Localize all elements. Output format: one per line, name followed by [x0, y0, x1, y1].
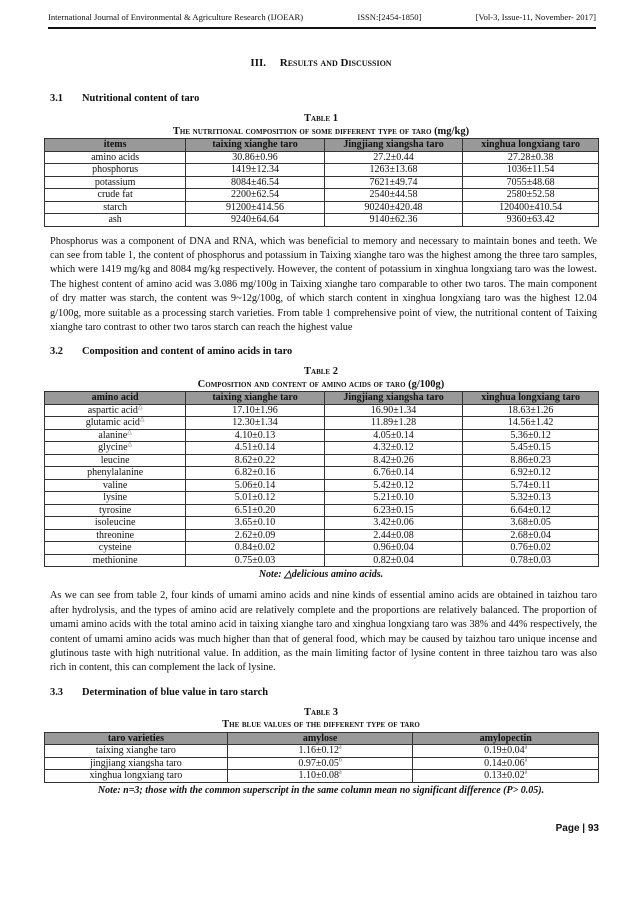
- table-cell: [186, 164, 325, 177]
- cell-value: 2.68±0.04: [510, 529, 551, 541]
- cell-value: alanine: [98, 429, 128, 441]
- table-row: [45, 164, 599, 177]
- cell-value: starch: [103, 201, 128, 213]
- table-row: [45, 479, 599, 492]
- table-cell: [324, 429, 463, 442]
- subsection-number: 3.2: [50, 346, 63, 358]
- cell-value: 1.16±0.12: [298, 745, 340, 757]
- table-cell: [45, 467, 186, 480]
- table-cell: [463, 467, 599, 480]
- significance-superscript: a: [339, 769, 342, 776]
- table-row: [45, 189, 599, 202]
- cell-value: lysine: [103, 492, 128, 504]
- cell-value: 0.75±0.03: [234, 554, 276, 566]
- table-cell: [45, 442, 186, 455]
- cell-value: isoleucine: [94, 517, 136, 529]
- cell-value: 5.01±0.12: [234, 492, 276, 504]
- table-cell: [186, 404, 325, 417]
- significance-superscript: a: [524, 769, 528, 776]
- cell-value: 8.42±0.26: [373, 454, 414, 466]
- cell-value: 17.10±1.96: [232, 404, 278, 416]
- table-cell: [463, 429, 599, 442]
- table-cell: taixing xianghe taro: [45, 745, 228, 758]
- table-cell: [227, 745, 413, 758]
- table3-note: Note: n=3; those with the common superscript in the same column mean no significant difference (P> 0.05).: [97, 784, 545, 796]
- table-cell: [45, 214, 186, 227]
- cell-value: 2540±44.58: [369, 189, 418, 200]
- cell-value: crude fat: [97, 189, 133, 200]
- table-cell: [324, 529, 463, 542]
- cell-value: ash: [108, 214, 122, 225]
- column-header: taixing xianghe taro: [186, 392, 325, 405]
- table-cell: [463, 164, 599, 177]
- volume-issue: [Vol-3, Issue-11, November- 2017]: [475, 12, 596, 22]
- subsection-title: Determination of blue value in taro starch: [82, 686, 269, 698]
- cell-value: 0.13±0.02: [484, 770, 525, 782]
- cell-value: 6.76±0.14: [373, 467, 414, 479]
- cell-value: 0.97±0.05: [298, 757, 339, 769]
- section-title: Results and Discussion: [279, 57, 392, 69]
- table-cell: [463, 454, 599, 467]
- table-row: [45, 757, 599, 770]
- cell-value: 5.36±0.12: [510, 429, 551, 441]
- table-unit: (g/100g): [408, 378, 445, 390]
- cell-value: 7621±49.74: [369, 176, 418, 188]
- significance-superscript: a: [524, 757, 528, 764]
- delicious-mark-icon: △: [137, 404, 143, 411]
- table-cell: [324, 479, 463, 492]
- cell-value: glycine: [98, 442, 128, 454]
- table2-note: Note: △delicious amino acids.: [258, 569, 384, 581]
- cell-value: 8.62±0.22: [234, 454, 276, 466]
- table-cell: [45, 492, 186, 505]
- table-row: [45, 214, 599, 227]
- table-row: [45, 504, 599, 517]
- cell-value: leucine: [100, 454, 130, 466]
- cell-value: 9240±64.64: [231, 214, 280, 225]
- cell-value: valine: [102, 479, 128, 491]
- section-number: III.: [250, 57, 267, 69]
- significance-superscript: a: [339, 744, 342, 751]
- table-cell: [324, 151, 463, 164]
- column-header: Jingjiang xiangsha taro: [324, 139, 463, 152]
- cell-value: 27.2±0.44: [373, 151, 414, 163]
- table-cell: [186, 492, 325, 505]
- table1-caption: [44, 113, 598, 138]
- column-header: amylose: [227, 732, 413, 745]
- table-cell: [463, 529, 599, 542]
- table-cell: [463, 442, 599, 455]
- table-title: Composition and content of amino acids of taro: [197, 378, 406, 390]
- cell-value: 3.68±0.05: [510, 517, 551, 529]
- running-header: [48, 12, 596, 29]
- cell-value: 4.32±0.12: [373, 442, 414, 454]
- cell-value: 12.30±1.34: [232, 417, 278, 429]
- subsection-title: Nutritional content of taro: [82, 93, 200, 104]
- column-header: taixing xianghe taro: [186, 139, 325, 152]
- table-cell: [463, 404, 599, 417]
- table-row: [45, 429, 599, 442]
- column-header: Jingjiang xiangsha taro: [324, 392, 463, 405]
- table-cell: [463, 517, 599, 530]
- cell-value: 6.82±0.16: [234, 467, 276, 479]
- subsection-title: Composition and content of amino acids in taro: [82, 346, 293, 358]
- page-number: Page | 93: [555, 822, 599, 834]
- table-row: [45, 492, 599, 505]
- table-cell: [45, 529, 186, 542]
- table-cell: [324, 176, 463, 189]
- column-header: xinghua longxiang taro: [463, 139, 599, 152]
- cell-value: 0.78±0.03: [510, 554, 551, 566]
- table-cell: [186, 214, 325, 227]
- significance-superscript: b: [338, 757, 342, 764]
- cell-value: 6.92±0.12: [510, 467, 551, 479]
- cell-value: 30.86±0.96: [232, 151, 278, 163]
- table-row: [45, 454, 599, 467]
- table-cell: [324, 517, 463, 530]
- table-cell: [45, 517, 186, 530]
- cell-value: 2580±52.58: [506, 189, 555, 200]
- table-cell: [186, 201, 325, 214]
- table-cell: [45, 189, 186, 202]
- table-cell: [186, 542, 325, 555]
- table-cell: [186, 417, 325, 430]
- table-label: Table 2: [304, 366, 338, 378]
- table-cell: [324, 467, 463, 480]
- table-cell: [463, 417, 599, 430]
- table-cell: [324, 454, 463, 467]
- delicious-mark-icon: △: [127, 429, 132, 436]
- table-cell: [463, 189, 599, 202]
- cell-value: 16.90±1.34: [370, 404, 417, 416]
- cell-value: 9360±63.42: [506, 214, 555, 225]
- section-heading: [44, 57, 598, 70]
- table-cell: [463, 214, 599, 227]
- cell-value: 3.65±0.10: [234, 517, 276, 529]
- table-header-row: [45, 139, 599, 152]
- table-row: [45, 417, 599, 430]
- cell-value: cysteine: [98, 542, 132, 554]
- table-cell: [463, 554, 599, 567]
- table-cell: [186, 429, 325, 442]
- table-row: [45, 151, 599, 164]
- cell-value: tyrosine: [99, 504, 132, 516]
- cell-value: 2200±62.54: [231, 189, 280, 200]
- cell-value: phosphorus: [92, 164, 139, 175]
- table-cell: [186, 151, 325, 164]
- table-cell: [413, 745, 599, 758]
- table-cell: [463, 176, 599, 189]
- table-cell: [413, 757, 599, 770]
- column-header: xinghua longxiang taro: [463, 392, 599, 405]
- cell-value: 0.84±0.02: [234, 542, 276, 554]
- cell-value: 2.62±0.09: [234, 529, 276, 541]
- table-cell: [45, 554, 186, 567]
- cell-value: 120400±410.54: [499, 201, 563, 213]
- cell-value: 5.42±0.12: [373, 479, 414, 491]
- table-cell: [45, 542, 186, 555]
- table-cell: [45, 176, 186, 189]
- table-cell: [227, 770, 413, 783]
- cell-value: 27.28±0.38: [507, 151, 554, 163]
- table-cell: [186, 454, 325, 467]
- cell-value: aspartic acid: [87, 404, 138, 416]
- cell-value: 4.05±0.14: [373, 429, 414, 441]
- cell-value: methionine: [92, 554, 138, 566]
- delicious-mark-icon: △: [139, 417, 145, 424]
- table-cell: xinghua longxiang taro: [45, 770, 228, 783]
- cell-value: potassium: [94, 176, 136, 188]
- cell-value: phenylalanine: [87, 467, 144, 479]
- table-row: [45, 404, 599, 417]
- table-cell: [45, 201, 186, 214]
- column-header: items: [45, 139, 186, 152]
- issn: ISSN:[2454-1850]: [357, 12, 422, 22]
- cell-value: amino acids: [91, 151, 140, 163]
- cell-value: 14.56±1.42: [507, 417, 554, 429]
- cell-value: 7055±48.68: [506, 176, 555, 188]
- subsection-3-1: [50, 92, 598, 105]
- cell-value: 5.21±0.10: [373, 492, 414, 504]
- subsection-number: 3.3: [50, 686, 63, 698]
- table-title: The blue values of the different type of taro: [222, 719, 420, 731]
- subsection-3-2: [50, 345, 598, 358]
- table-cell: [324, 554, 463, 567]
- cell-value: 8.86±0.23: [510, 454, 551, 466]
- cell-value: 0.96±0.04: [373, 542, 414, 554]
- cell-value: 0.14±0.06: [484, 757, 525, 769]
- table-row: [45, 201, 599, 214]
- subsection-number: 3.1: [50, 93, 63, 104]
- cell-value: 0.19±0.04: [484, 745, 525, 757]
- delicious-mark-icon: △: [127, 442, 133, 449]
- table-row: [45, 554, 599, 567]
- paragraph-1: Phosphorus was a component of DNA and RNA, which was beneficial to memory and necessary to maintain bones and teeth. We can see from table 1, the content of phosphorus and potassium in Taixing xianghe taro was the highest among the three taro samples, which were 1419 mg/kg and 8084 mg/kg respectively. However, the content of potassium in xinghua longxiang taro was the lowest. The highest content of amino acid was 3.086 mg/100g in Taixing xianghe taro comparable to other two taros. The main component of dry matter was starch, the content was 9~12g/100g, of which starch content in xinghua longxiang taro was the highest 12.04 g/100g, more suitable as a processing starch varieties. From table 1 comprehensive point of view, the nutritional content of Taixing xianghe taro contrast to other two taros starch can reach the highest value: [50, 235, 597, 333]
- cell-value: 5.45±0.15: [510, 442, 551, 454]
- table-cell: [186, 504, 325, 517]
- cell-value: 1036±11.54: [506, 164, 555, 175]
- table-cell: [463, 479, 599, 492]
- table-cell: [186, 467, 325, 480]
- cell-value: 1263±13.68: [369, 164, 418, 175]
- cell-value: 5.32±0.13: [510, 492, 551, 504]
- table-label: Table 3: [304, 706, 338, 718]
- table-row: [45, 745, 599, 758]
- table-row: [45, 770, 599, 783]
- table-header-row: [45, 732, 599, 745]
- table-cell: [324, 189, 463, 202]
- cell-value: 4.51±0.14: [234, 442, 276, 454]
- cell-value: 6.64±0.12: [510, 504, 551, 516]
- table-cell: [186, 554, 325, 567]
- cell-value: 4.10±0.13: [234, 429, 276, 441]
- cell-value: 5.06±0.14: [234, 479, 276, 491]
- table-cell: [324, 404, 463, 417]
- table-cell: [45, 429, 186, 442]
- cell-value: 8084±46.54: [231, 176, 280, 188]
- table-cell: [324, 542, 463, 555]
- table-cell: jingjiang xiangsha taro: [45, 757, 228, 770]
- cell-value: 9140±62.36: [369, 214, 418, 225]
- column-header: taro varieties: [45, 732, 228, 745]
- table-cell: [186, 176, 325, 189]
- cell-value: 91200±414.56: [226, 201, 285, 213]
- table-cell: [463, 542, 599, 555]
- table-cell: [45, 504, 186, 517]
- table-title: The nutritional composition of some different type of taro: [172, 125, 432, 137]
- paragraph-2: As we can see from table 2, four kinds of umami amino acids and nine kinds of essential amino acids are obtained in taizhou taro after hydrolysis, and the types of amino acid are relatively complete and the proportions are relatively balanced. The proportion of umami amino acids with the total amino acid in taixing xianghe taro and xinghua longxiang taro was 38% and 44% respectively, the content of umami amino acids was much higher than that of general food, which may be caused by taizhou taro unique incense and glutinous taste with high nutritional value. In addition, as the main limiting factor of lysine content in three taizhou taro was also rich in content, this can complement the lack of lysine.: [50, 590, 597, 674]
- table-cell: [463, 151, 599, 164]
- table-row: [45, 517, 599, 530]
- table-cell: [324, 417, 463, 430]
- table-cell: [45, 454, 186, 467]
- column-header: amino acid: [45, 392, 186, 405]
- table-row: [45, 442, 599, 455]
- cell-value: 5.74±0.11: [510, 479, 551, 491]
- table-cell: [186, 442, 325, 455]
- cell-value: glutamic acid: [85, 417, 140, 429]
- table-cell: [463, 492, 599, 505]
- table2-caption: [44, 366, 598, 391]
- table-cell: [45, 151, 186, 164]
- table-cell: [45, 164, 186, 177]
- cell-value: 18.63±1.26: [507, 404, 554, 416]
- table-cell: [324, 164, 463, 177]
- cell-value: 2.44±0.08: [373, 529, 414, 541]
- significance-superscript: a: [524, 744, 528, 751]
- table-amino-acids: [44, 391, 599, 567]
- journal-name: International Journal of Environmental & Agriculture Research (IJOEAR): [48, 12, 304, 22]
- cell-value: 3.42±0.06: [373, 517, 414, 529]
- table-cell: [463, 504, 599, 517]
- table-cell: [227, 757, 413, 770]
- table-cell: [324, 201, 463, 214]
- table-cell: [186, 529, 325, 542]
- table-header-row: [45, 392, 599, 405]
- cell-value: threonine: [96, 529, 135, 541]
- cell-value: 11.89±1.28: [370, 417, 417, 429]
- table-cell: [186, 479, 325, 492]
- cell-value: 0.76±0.02: [510, 542, 551, 554]
- cell-value: 6.23±0.15: [373, 504, 414, 516]
- column-header: amylopectin: [413, 732, 599, 745]
- table-cell: [45, 479, 186, 492]
- table-cell: [324, 504, 463, 517]
- table-cell: [413, 770, 599, 783]
- table-cell: [45, 404, 186, 417]
- table-cell: [186, 517, 325, 530]
- table-nutritional-composition: [44, 138, 599, 227]
- table-cell: [45, 417, 186, 430]
- table-row: [45, 542, 599, 555]
- subsection-3-3: [50, 686, 598, 699]
- table-unit: (mg/kg): [434, 125, 470, 137]
- table-cell: [463, 201, 599, 214]
- table-cell: [324, 492, 463, 505]
- table-row: [45, 529, 599, 542]
- table-label: Table 1: [304, 113, 338, 124]
- cell-value: 90240±420.48: [364, 201, 423, 213]
- table-row: [45, 467, 599, 480]
- table-cell: [324, 214, 463, 227]
- cell-value: 1419±12.34: [231, 164, 280, 175]
- cell-value: 0.82±0.04: [373, 554, 414, 566]
- table3-caption: [44, 707, 598, 732]
- table-row: [45, 176, 599, 189]
- cell-value: 6.51±0.20: [234, 504, 276, 516]
- table-cell: [186, 189, 325, 202]
- table-blue-values: [44, 732, 599, 783]
- table-cell: [324, 442, 463, 455]
- cell-value: 1.10±0.08: [298, 770, 340, 782]
